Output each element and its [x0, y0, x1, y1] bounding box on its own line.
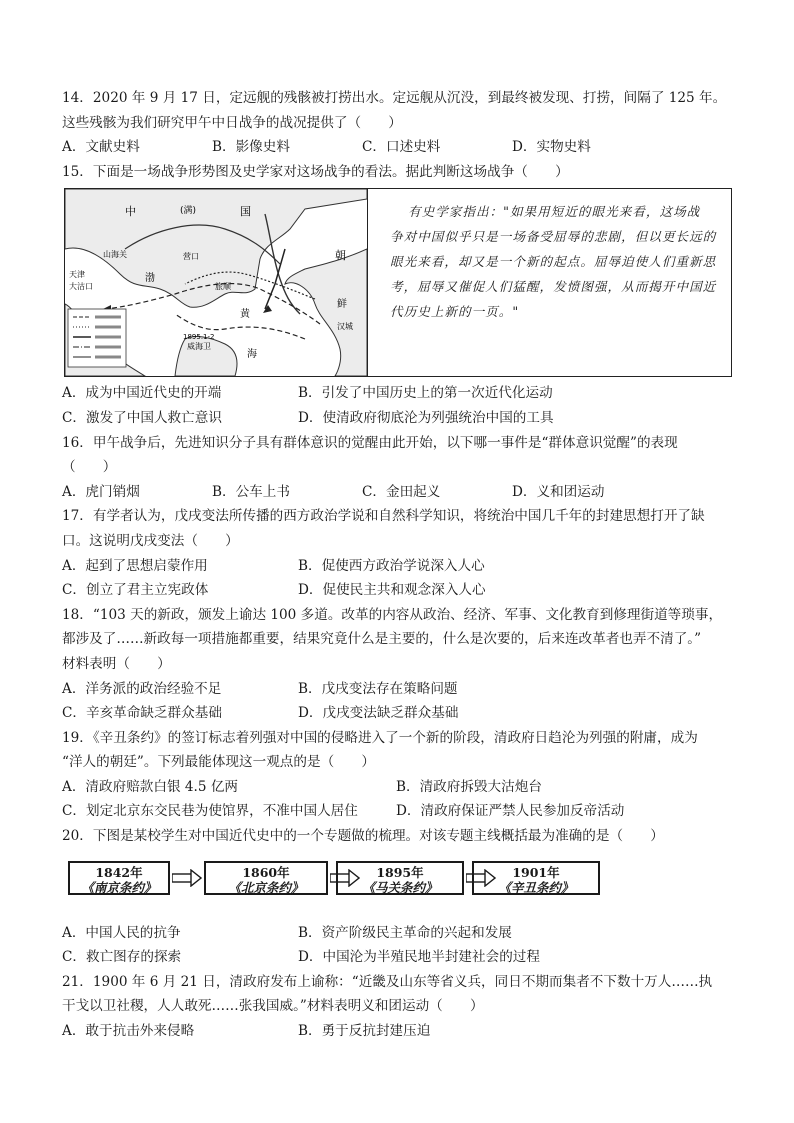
- q15-option-a[interactable]: A．成为中国近代史的开端: [62, 385, 222, 402]
- q16-option-c[interactable]: C．金田起义: [362, 483, 441, 500]
- question-16: [62, 431, 738, 505]
- map-label-man: (满): [180, 206, 197, 217]
- q20-option-d[interactable]: D．中国沦为半殖民地半封建社会的过程: [298, 949, 540, 966]
- question-20: [62, 824, 738, 970]
- question-15: [62, 160, 738, 431]
- q17-stem-line2: 口。这说明戊戌变法（ ）: [62, 532, 239, 549]
- q18-stem-line2: 都涉及了……新政每一项措施都重要，结果究竟什么是主要的，什么是次要的，后来连改革者也弄不清了。”: [62, 631, 702, 648]
- map-label-zhong: 中: [125, 205, 136, 219]
- q14-stem-line2: 这些残骸为我们研究甲午中日战争的战况提供了（ ）: [62, 114, 402, 131]
- q18-stem-line1: 18．“103 天的新政，颁发上谕达 100 多道。改革的内容从政治、经济、军事、文化教育到修理街道等琐事，: [62, 606, 723, 623]
- timeline-treaty-4: 《辛丑条约》: [498, 879, 574, 895]
- q19-option-b[interactable]: B．清政府拆毁大沽炮台: [396, 778, 542, 795]
- q17-option-a[interactable]: A．起到了思想启蒙作用: [62, 557, 208, 574]
- q16-option-d[interactable]: D．义和团运动: [512, 483, 605, 500]
- q21-option-a[interactable]: A．敢于抗击外来侵略: [62, 1023, 195, 1040]
- arrow-right-icon: [172, 869, 202, 887]
- q20-option-c[interactable]: C．救亡图存的探索: [62, 949, 182, 966]
- treaty-timeline: [68, 857, 738, 917]
- timeline-year-1: 1842年: [95, 864, 143, 880]
- q15-option-c[interactable]: C．激发了中国人救亡意识: [62, 409, 222, 426]
- q15-option-b[interactable]: B．引发了中国历史上的第一次近代化运动: [298, 385, 553, 402]
- q18-options-row1: [62, 677, 738, 702]
- map-legend: [68, 309, 126, 367]
- map-label-tianjin: 天津: [69, 270, 85, 280]
- question-21: [62, 970, 738, 1044]
- q19-options-row1: [62, 775, 738, 800]
- q14-options: [62, 135, 738, 160]
- q16-stem-line2: （ ）: [62, 459, 117, 476]
- q20-options-row2: [62, 945, 738, 970]
- war-map: [65, 189, 368, 376]
- q15-option-d[interactable]: D．使清政府彻底沦为列强统治中国的工具: [298, 409, 554, 426]
- timeline-box-1842: [68, 861, 170, 895]
- exam-page: [62, 86, 738, 1044]
- q21-stem-line1: 21．1900 年 6 月 21 日，清政府发布上谕称：“近畿及山东等省义兵，同日不期而集者不下数十万人……执: [62, 973, 713, 990]
- q18-option-d[interactable]: D．戊戌变法缺乏群众基础: [298, 705, 459, 722]
- q14-stem-line1: 14．2020 年 9 月 17 日，定远舰的残骸被打捞出水。定远舰从沉没，到最终被发现、打捞，间隔了 125 年。: [62, 90, 727, 106]
- q20-option-b[interactable]: B．资产阶级民主革命的兴起和发展: [298, 924, 512, 941]
- q15-material-box: [64, 188, 732, 377]
- q14-option-a[interactable]: A．文献史料: [62, 139, 140, 156]
- q14-option-d[interactable]: D．实物史料: [512, 139, 591, 156]
- q19-stem-line2: “洋人的朝廷”。下列最能体现这一观点的是（ ）: [62, 754, 375, 771]
- timeline-year-2: 1860年: [242, 864, 290, 880]
- q20-stem: 20．下图是某校学生对中国近代史中的一个专题做的梳理。对该专题主线概括最为准确的是（ ）: [62, 828, 664, 845]
- quote-line-5: 代历史上新的一页。": [390, 304, 520, 320]
- map-label-hancheng: 汉城: [337, 322, 353, 332]
- timeline-treaty-3: 《马关条约》: [362, 879, 438, 895]
- map-label-xian: 鲜: [337, 299, 347, 311]
- q19-option-a[interactable]: A．清政府赔款白银 4.5 亿两: [62, 778, 239, 795]
- timeline-year-4: 1901年: [512, 864, 560, 880]
- q18-option-c[interactable]: C．辛亥革命缺乏群众基础: [62, 705, 222, 722]
- q17-stem-line1: 17．有学者认为，戊戌变法所传播的西方政治学说和自然科学知识，将统治中国几千年的封建思想打开了缺: [62, 508, 705, 525]
- q19-stem-line1: 19．《辛丑条约》的签订标志着列强对中国的侵略进入了一个新的阶段，清政府日趋沦为列强的附庸，成为: [62, 729, 698, 746]
- map-label-chao: 朝: [335, 249, 346, 263]
- q16-stem-line1: 16．甲午战争后，先进知识分子具有群体意识的觉醒由此开始，以下哪一事件是“群体意识觉醒”的表现: [62, 434, 678, 451]
- q14-option-c[interactable]: C．口述史料: [362, 139, 441, 156]
- quote-line-3: 眼光来看，却又是一个新的起点。屈辱迫使人们重新思: [390, 254, 717, 270]
- q16-options: [62, 480, 738, 505]
- q19-options-row2: [62, 799, 738, 824]
- q17-option-b[interactable]: B．促使西方政治学说深入人心: [298, 557, 485, 574]
- timeline-treaty-2: 《北京条约》: [228, 879, 304, 895]
- map-label-huang: 黄: [240, 309, 250, 321]
- q18-option-b[interactable]: B．戊戌变法存在策略问题: [298, 680, 458, 697]
- q15-options-row1: [62, 381, 738, 406]
- q15-stem: 15．下面是一场战争形势图及史学家对这场战争的看法。据此判断这场战争（ ）: [62, 163, 569, 180]
- question-17: [62, 504, 738, 602]
- quote-line-2: 争对中国似乎只是一场备受屈辱的悲剧，但以更长远的: [390, 229, 717, 245]
- question-18: [62, 603, 738, 726]
- q18-option-a[interactable]: A．洋务派的政治经验不足: [62, 680, 222, 697]
- map-label-dagukou: 大沽口: [69, 282, 93, 292]
- map-label-weihaiwei: 威海卫: [187, 342, 211, 352]
- map-label-yingkou: 营口: [183, 252, 199, 262]
- map-label-bo: 渤: [145, 273, 155, 285]
- q17-options-row1: [62, 554, 738, 579]
- timeline-box-1901: [472, 861, 600, 895]
- q14-option-b[interactable]: B．影像史料: [212, 139, 290, 156]
- map-label-lvshun: 旅顺: [215, 282, 231, 292]
- historian-quote: [368, 189, 731, 376]
- q18-options-row2: [62, 701, 738, 726]
- q20-option-a[interactable]: A．中国人民的抗争: [62, 924, 181, 941]
- quote-line-4: 考，屈辱又催促人们猛醒，发愤图强，从而揭开中国近: [390, 279, 717, 295]
- q21-stem-line2: 干戈以卫社稷，人人敢死……张我国威。”材料表明义和团运动（ ）: [62, 998, 484, 1015]
- q19-option-c[interactable]: C．划定北京东交民巷为使馆界，不准中国人居住: [62, 803, 358, 820]
- map-label-hai: 海: [247, 349, 257, 361]
- timeline-year-3: 1895年: [376, 864, 424, 880]
- quote-line-1: 有史学家指出："如果用短近的眼光来看，这场战: [408, 204, 701, 220]
- q19-option-d[interactable]: D．清政府保证严禁人民参加反帝活动: [396, 803, 625, 820]
- q17-options-row2: [62, 578, 738, 603]
- q16-option-a[interactable]: A．虎门销烟: [62, 483, 140, 500]
- war-map-svg: [65, 189, 367, 376]
- map-label-guo: 国: [240, 205, 251, 219]
- map-label-shanhaiguan: 山海关: [103, 250, 127, 260]
- q18-stem-line3: 材料表明（ ）: [62, 655, 171, 672]
- q21-options-row1: [62, 1019, 738, 1044]
- q17-option-c[interactable]: C．创立了君主立宪政体: [62, 582, 209, 599]
- q16-option-b[interactable]: B．公车上书: [212, 483, 290, 500]
- q17-option-d[interactable]: D．促使民主共和观念深入人心: [298, 582, 486, 599]
- question-19: [62, 726, 738, 824]
- question-14: [62, 86, 738, 160]
- timeline-box-1895: [336, 861, 464, 895]
- q20-options-row1: [62, 921, 738, 946]
- q15-options-row2: [62, 406, 738, 431]
- map-label-date: 1895.1-2: [183, 333, 215, 342]
- q21-option-b[interactable]: B．勇于反抗封建压迫: [298, 1023, 431, 1040]
- timeline-box-1860: [204, 861, 328, 895]
- timeline-treaty-1: 《南京条约》: [81, 879, 157, 895]
